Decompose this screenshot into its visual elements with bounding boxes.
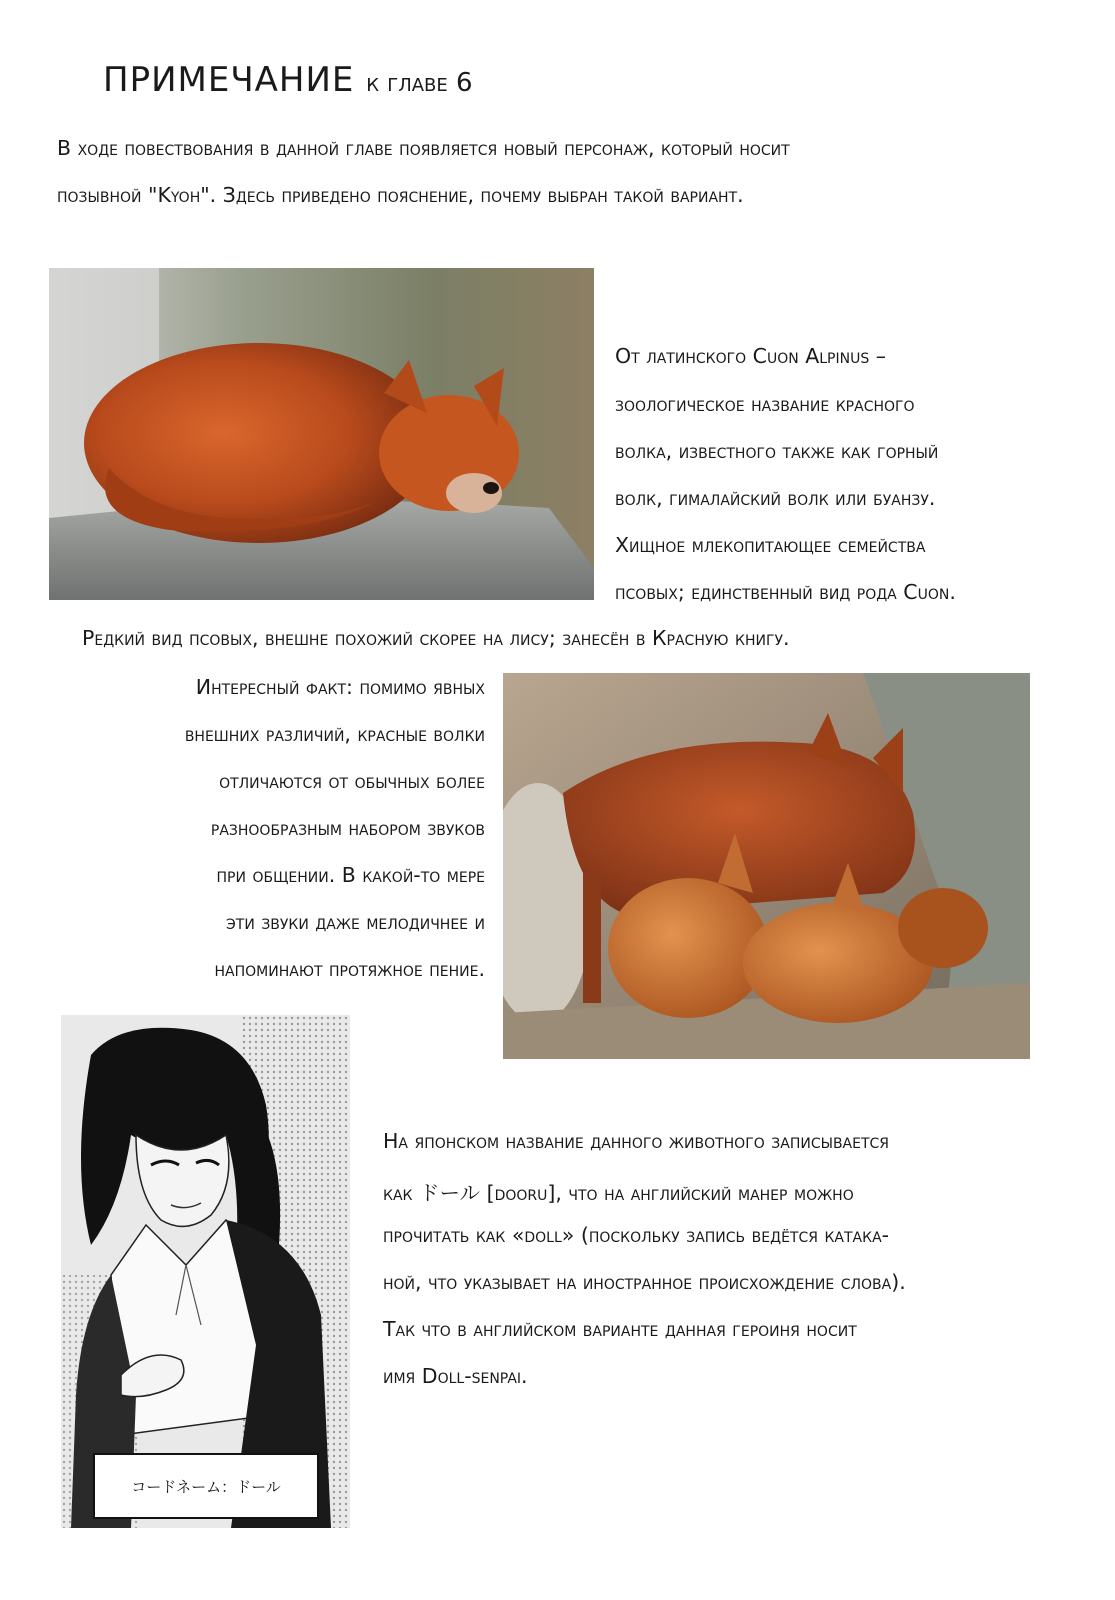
- japanese-line-6: имя Doll-senpai.: [383, 1364, 528, 1388]
- origin-line-5: Хищное млекопитающее семейства: [615, 533, 926, 557]
- intro-line-1: В ходе повествования в данной главе появляется новый персонаж, который носит: [57, 136, 790, 160]
- origin-line-3: волка, известного также как горный: [615, 439, 939, 463]
- japanese-line-5: Так что в английском варианте данная героиня носит: [383, 1317, 857, 1341]
- japanese-line-1: На японском название данного животного записывается: [383, 1129, 890, 1153]
- japanese-line-2: как ドール [dooru], что на английский манер можно: [383, 1181, 854, 1205]
- fact-line-2: внешних различий, красные волки: [184, 722, 485, 746]
- origin-line-6: псовых; единственный вид рода Cuon.: [615, 580, 956, 604]
- dhole-sleeping-photo: [49, 268, 594, 600]
- fact-line-7: напоминают протяжное пение.: [214, 957, 485, 981]
- dhole-pups-photo: [503, 673, 1030, 1059]
- origin-line-1: От латинского Cuon Alpinus –: [615, 344, 887, 368]
- fact-line-1: Интересный факт: помимо явных: [195, 675, 485, 699]
- origin-line-2: зоологическое название красного: [615, 392, 915, 416]
- manga-caption: コードネーム：ドール: [131, 1477, 281, 1496]
- fact-line-5: при общении. В какой-то мере: [216, 863, 485, 887]
- fact-line-6: эти звуки даже мелодичнее и: [226, 910, 485, 934]
- page-title: [103, 60, 473, 100]
- origin-line-4: волк, гималайский волк или буанзу.: [615, 486, 936, 510]
- title-main: ПРИМЕЧАНИЕ: [103, 60, 355, 100]
- fact-line-4: разнообразным набором звуков: [210, 816, 485, 840]
- fact-line-3: отличаются от обычных более: [219, 769, 485, 793]
- manga-panel-doll: [61, 1015, 350, 1528]
- japanese-line-3: прочитать как «doll» (поскольку запись ведётся катака-: [383, 1223, 890, 1247]
- intro-line-2: позывной "Kyoн". Здесь приведено пояснение, почему выбран такой вариант.: [57, 183, 744, 207]
- rare-line: Редкий вид псовых, внешне похожий скорее на лису; занесён в Красную книгу.: [82, 626, 790, 650]
- japanese-line-4: ной, что указывает на иностранное происхождение слова).: [383, 1270, 906, 1294]
- title-sub: к главе 6: [366, 68, 473, 98]
